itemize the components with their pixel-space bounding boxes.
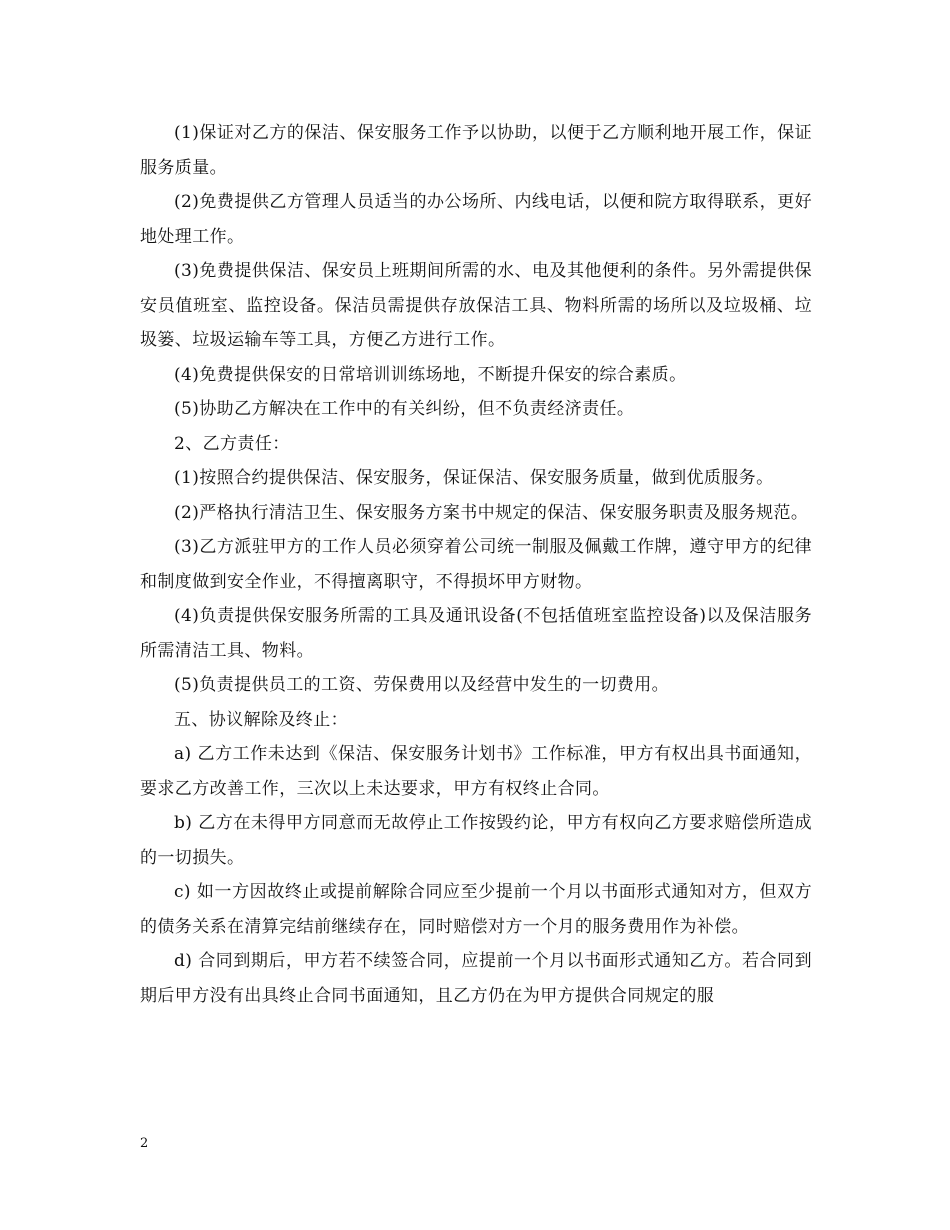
section-heading-party-b: 2、乙方责任： xyxy=(174,433,290,454)
paragraph-termination-a: a) 乙方工作未达到《保洁、保安服务计划书》工作标准，甲方有权出具书面通知，要求乙方改善工作，三次以上未达要求，甲方有权终止合同。 xyxy=(140,744,812,799)
paragraph-termination-d: d) 合同到期后，甲方若不续签合同，应提前一个月以书面形式通知乙方。若合同到期后甲方没有出具终止合同书面通知，且乙方仍在为甲方提供合同规定的服 xyxy=(140,951,812,1006)
paragraph-party-b-duty-5: (5)负责提供员工的工资、劳保费用以及经营中发生的一切费用。 xyxy=(174,675,670,695)
paragraph-party-a-duty-1: (1)保证对乙方的保洁、保安服务工作予以协助，以便于乙方顺利地开展工作，保证服务质量。 xyxy=(140,123,812,178)
paragraph-party-b-duty-2: (2)严格执行清洁卫生、保安服务方案书中规定的保洁、保安服务职责及服务规范。 xyxy=(174,502,809,523)
paragraph-party-b-duty-4: (4)负责提供保安服务所需的工具及通讯设备(不包括值班室监控设备)以及保洁服务所需清洁工具、物料。 xyxy=(140,606,812,661)
paragraph-party-a-duty-3: (3)免费提供保洁、保安员上班期间所需的水、电及其他便利的条件。另外需提供保安员值班室、监控设备。保洁员需提供存放保洁工具、物料所需的场所以及垃圾桶、垃圾篓、垃圾运输车等工具，方便乙方进行工作。 xyxy=(140,261,812,350)
page-number: 2 xyxy=(140,1136,149,1151)
paragraph-party-a-duty-2: (2)免费提供乙方管理人员适当的办公场所、内线电话，以便和院方取得联系，更好地处理工作。 xyxy=(140,192,812,247)
paragraph-party-a-duty-4: (4)免费提供保安的日常培训训练场地，不断提升保安的综合素质。 xyxy=(174,364,687,385)
paragraph-termination-c: c) 如一方因故终止或提前解除合同应至少提前一个月以书面形式通知对方，但双方的债务关系在清算完结前继续存在，同时赔偿对方一个月的服务费用作为补偿。 xyxy=(140,882,812,937)
document-body xyxy=(140,116,812,1013)
paragraph-party-a-duty-5: (5)协助乙方解决在工作中的有关纠纷，但不负责经济责任。 xyxy=(174,399,635,419)
paragraph-party-b-duty-1: (1)按照合约提供保洁、保安服务，保证保洁、保安服务质量，做到优质服务。 xyxy=(174,468,774,488)
paragraph-party-b-duty-3: (3)乙方派驻甲方的工作人员必须穿着公司统一制服及佩戴工作牌，遵守甲方的纪律和制度做到安全作业，不得擅离职守，不得损坏甲方财物。 xyxy=(140,537,812,592)
section-heading-termination: 五、协议解除及终止： xyxy=(174,709,348,730)
paragraph-termination-b: b) 乙方在未得甲方同意而无故停止工作按毁约论，甲方有权向乙方要求赔偿所造成的一切损失。 xyxy=(140,813,812,868)
